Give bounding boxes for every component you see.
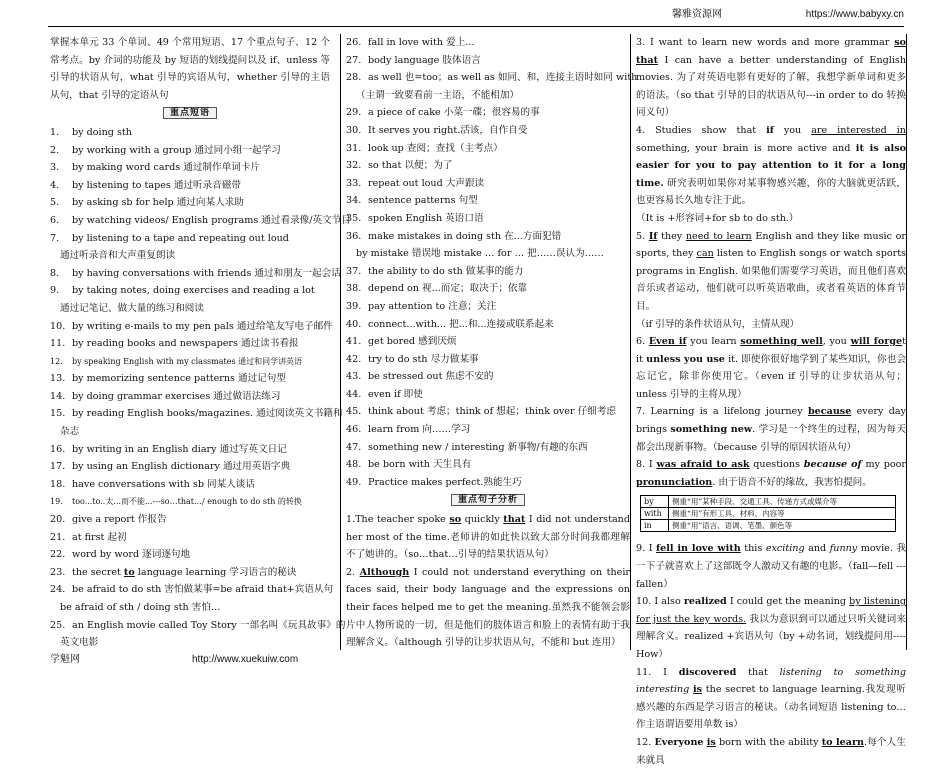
list-item-continuation: 英文电影 — [60, 637, 99, 649]
section-title-phrases: 重点短语 — [50, 105, 330, 123]
item-text: It serves you right.活该，自作自受 — [368, 124, 528, 136]
item-text: give a report 作报告 — [72, 514, 167, 526]
sentence-4: 4. Studies show that if you are interested in something, your brain is more active and it is also easier for you to pay attention to it for a long time. 研究表明如果你对某事物感兴趣，你的大脑就更活跃，也更容易长久地专注于此。 （It is +形容词+for sb to do sth.） — [636, 124, 906, 224]
item-number: 47. — [346, 441, 362, 453]
list-item — [346, 316, 630, 334]
item-text: even if 即使 — [368, 388, 423, 400]
item-text: by using an English dictionary 通过用英语字典 — [72, 461, 291, 473]
item-number: 48. — [346, 459, 362, 471]
item-text: body language 肢体语言 — [368, 54, 481, 66]
section-title-sentences: 重点句子分析 — [346, 492, 630, 510]
item-number: 42. — [346, 353, 362, 365]
sentence-9: 9. I fell in love with this exciting and funny movie. 我一下子就喜欢上了这部既令人激动又有趣的电影。（fall—fell ---fallen） — [636, 543, 906, 590]
list-item-continuation: （主谓一致要看前一主语，不能相加） — [356, 89, 520, 101]
item-text: by having conversations with friends 通过和朋友一起会话 — [72, 267, 341, 279]
item-number: 30. — [346, 124, 362, 136]
by-with-in-table — [640, 495, 896, 532]
list-item — [346, 104, 630, 122]
item-text: so that 以便；为了 — [368, 160, 453, 172]
list-item — [50, 282, 330, 300]
item-text: by speaking English with my classmates 通过和同学讲英语 — [72, 356, 303, 366]
item-text: by memorizing sentence patterns 通过记句型 — [72, 373, 286, 385]
item-number: 7. — [50, 232, 60, 244]
item-text: by writing e-mails to my pen pals 通过给笔友写电子邮件 — [72, 320, 333, 332]
list-item-continuation: 通过听录音和大声重复朗读 — [60, 250, 176, 262]
list-item — [50, 564, 330, 582]
list-item-continuation: 杂志 — [60, 426, 80, 438]
item-number: 15. — [50, 408, 66, 420]
item-number: 44. — [346, 388, 362, 400]
list-item — [50, 546, 330, 564]
list-item — [346, 192, 630, 210]
item-text: as well 也=too；as well as 如同、和，连接主语时如同 with — [368, 72, 638, 84]
item-number: 45. — [346, 406, 362, 418]
item-text: fall in love with 爱上... — [368, 37, 475, 48]
page-footer — [50, 651, 299, 669]
item-number: 4. — [50, 179, 60, 191]
item-text: by doing sth — [72, 126, 132, 138]
item-text: word by word 逐词逐句地 — [72, 549, 191, 561]
list-item — [50, 159, 330, 177]
item-number: 11. — [50, 338, 66, 350]
item-number: 16. — [50, 443, 66, 455]
list-item — [50, 124, 330, 142]
item-text: think about 考虑；think of 想起；think over 仔细考虑 — [368, 406, 616, 418]
item-text: by taking notes, doing exercises and reading a lot — [72, 285, 315, 297]
item-number: 19. — [50, 497, 63, 507]
item-number: 23. — [50, 566, 66, 578]
item-text: by making word cards 通过制作单词卡片 — [72, 162, 260, 174]
item-text: the secret to language learning 学习语言的秘诀 — [72, 566, 297, 578]
list-item — [50, 493, 330, 511]
list-item-continuation: by mistake 错误地 mistake … for … 把……误认为…… — [356, 248, 604, 260]
item-number: 21. — [50, 531, 66, 543]
list-item — [50, 177, 330, 195]
list-item — [346, 210, 630, 228]
item-text: by reading books and newspapers 通过读书看报 — [72, 338, 299, 350]
item-number: 2. — [50, 144, 60, 156]
list-item — [50, 142, 330, 160]
list-item — [50, 441, 330, 459]
list-item — [50, 581, 334, 599]
list-item — [346, 456, 630, 474]
item-number: 26. — [346, 37, 362, 48]
item-text: by working with a group 通过同小组一起学习 — [72, 144, 281, 156]
item-number: 39. — [346, 300, 362, 312]
table-row: in 侧重“用”语言、语调、笔墨、颜色等 — [641, 520, 896, 532]
sentence-6: 6. Even if you learn something well, you will forget it unless you use it. 即使你很好地学到了某些知识，你也会忘记它，除非你使用它。（even if 引导的让步状语从句；unless 引导的主将从现） — [636, 336, 906, 400]
item-text: by listening to a tape and repeating out loud — [72, 232, 289, 244]
item-number: 32. — [346, 160, 362, 172]
list-item — [346, 157, 630, 175]
item-text: the ability to do sth 做某事的能力 — [368, 265, 524, 277]
list-item — [50, 212, 351, 230]
item-number: 6. — [50, 214, 60, 226]
list-item — [346, 140, 630, 158]
list-item — [346, 298, 630, 316]
item-text: too...to..太...而不能...---so…that…/ enough to do sth 的转换 — [72, 497, 302, 507]
item-number: 27. — [346, 54, 362, 66]
sentence-5: 5. If they need to learn English and they like music or sports, they can listen to English songs or watch sports programs in English. 如果他们需要学习英语，而且他们喜欢音乐或者运动，他们就可以听英语歌曲，或者看英语的体育节目。 （if 引导的条件状语从句，主情从现） — [636, 230, 906, 330]
list-item — [346, 351, 630, 369]
header-rule — [48, 26, 904, 27]
item-text: be born with 天生具有 — [368, 459, 472, 471]
column-divider — [906, 34, 907, 650]
footer-url[interactable]: http://www.xuekuiw.com — [192, 654, 299, 666]
item-number: 3. — [50, 162, 60, 174]
table-row: with 侧重“用”有形工具、材料、内容等 — [641, 508, 896, 520]
list-item — [50, 476, 330, 494]
column-2 — [342, 34, 638, 650]
sentence-7: 7. Learning is a lifelong journey because every day brings something new. 学习是一个终生的过程，因为每天都会出现新事物。（because 引导的原因状语从句） — [636, 406, 907, 453]
item-text: by doing grammar exercises 通过做语法练习 — [72, 390, 281, 402]
sentence-2: 2. Although I could not understand everything on their faces said, their body language and the expressions on their faces helped me to get the meaning.虽然我不能领会影片中人物所说的一切，但是他们的肢体语言和脸上的表情有助于我理解含义。（although 引导的让步状语从句，不能和 but 连用） — [346, 566, 631, 649]
item-text: by asking sb for help 通过向某人求助 — [72, 197, 244, 209]
item-text: pay attention to 注意；关注 — [368, 300, 497, 312]
item-number: 28. — [346, 72, 362, 84]
intro-paragraph: 掌握本单元 33 个单词、49 个常用短语、17 个重点句子、12 个常考点。by 介词的功能及 by 短语的划线提问以及 if、unless 等引导的状语从句，what 引导的宾语从句，whether 引导的主语从句，that 引导的定语从句 — [50, 37, 330, 101]
list-item — [346, 263, 630, 281]
list-item — [346, 421, 630, 439]
item-text: make mistakes in doing sth 在...方面犯错 — [368, 230, 562, 242]
footer-site-name: 学魁网 — [50, 654, 80, 666]
item-number: 49. — [346, 476, 362, 488]
item-text: by reading English books/magazines. 通过阅读英文书籍和 — [72, 408, 343, 420]
list-item — [50, 370, 330, 388]
item-text: at first 起初 — [72, 531, 127, 543]
list-item — [50, 458, 330, 476]
item-number: 8. — [50, 267, 60, 279]
item-number: 17. — [50, 461, 66, 473]
item-text: connect...with... 把...和...连接或联系起来 — [368, 318, 554, 330]
list-item — [50, 405, 343, 423]
header-site-name: 馨雅资源网 — [672, 9, 722, 20]
item-text: look up 查阅；查找（主考点） — [368, 142, 503, 154]
list-item — [346, 69, 638, 87]
item-number: 24. — [50, 584, 66, 596]
list-item — [346, 34, 630, 52]
list-item — [346, 228, 630, 246]
item-number: 35. — [346, 212, 362, 224]
phrase-list — [346, 34, 638, 491]
item-number: 38. — [346, 283, 362, 295]
table-row: by 侧重“用”某种手段、交通工具、传递方式或媒介等 — [641, 496, 896, 508]
list-item — [346, 280, 630, 298]
list-item-continuation: 通过记笔记、做大量的练习和阅读 — [60, 302, 204, 314]
list-item — [346, 52, 630, 70]
item-text: an English movie called Toy Story 一部名叫《玩具故事》的 — [72, 619, 346, 631]
column-divider — [340, 34, 341, 650]
item-text: by writing in an English diary 通过写英文日记 — [72, 443, 287, 455]
item-number: 33. — [346, 177, 362, 189]
item-text: have conversations with sb 同某人谈话 — [72, 478, 255, 490]
sentence-11: 11. I discovered that listening to something interesting is the secret to language learning.我发现听感兴趣的东西是学习语言的秘诀。（动名词短语 listening to…作主语谓语要用单数 is） — [636, 666, 906, 731]
item-text: depend on 视...而定；取决于；依靠 — [368, 283, 528, 295]
item-text: be stressed out 焦虑不安的 — [368, 371, 494, 383]
list-item — [50, 353, 330, 371]
item-text: by listening to tapes 通过听录音磁带 — [72, 179, 242, 191]
list-item — [346, 439, 630, 457]
item-text: Practice makes perfect.熟能生巧 — [368, 476, 522, 488]
list-item — [50, 318, 333, 336]
list-item — [50, 230, 330, 248]
item-number: 18. — [50, 478, 66, 490]
item-number: 10. — [50, 320, 66, 332]
item-number: 12. — [50, 356, 63, 366]
item-number: 9. — [50, 285, 60, 297]
item-number: 25. — [50, 619, 66, 631]
page-header — [0, 2, 950, 28]
item-number: 5. — [50, 197, 60, 209]
header-url[interactable]: https://www.babyxy.cn — [805, 9, 904, 20]
sentence-1: 1.The teacher spoke so quickly that I did not understand her most of the time.老师讲的如此快以致大部分时间我都理解不了她讲的。（so…that…引导的结果状语从句） — [346, 514, 630, 561]
list-item — [50, 511, 330, 529]
item-number: 36. — [346, 230, 362, 242]
list-item — [346, 333, 630, 351]
item-number: 1. — [50, 126, 60, 138]
list-item — [50, 529, 330, 547]
item-number: 40. — [346, 318, 362, 330]
list-item — [346, 368, 630, 386]
phrase-list — [50, 124, 351, 652]
list-item — [50, 194, 330, 212]
item-text: something new / interesting 新事物/有趣的东西 — [368, 441, 588, 453]
list-item — [346, 175, 630, 193]
item-text: be afraid to do sth 害怕做某事=be afraid that+宾语从句 — [72, 584, 334, 596]
item-text: spoken English 英语口语 — [368, 212, 484, 224]
sentence-8: 8. I was afraid to ask questions because of my poor pronunciation. 由于语音不好的缘故，我害怕提问。 — [636, 459, 906, 488]
item-text: try to do sth 尽力做某事 — [368, 353, 479, 365]
list-item — [50, 617, 346, 635]
item-number: 22. — [50, 549, 66, 561]
list-item — [50, 388, 330, 406]
list-item — [346, 403, 630, 421]
item-number: 41. — [346, 336, 362, 348]
sentence-3: 3. I want to learn new words and more grammar so that I can have a better understanding of English movies. 为了对英语电影有更好的了解，我想学新单词和更多的语法。（so that 引导的目的状语从句---in order to do 转换同义句） — [636, 37, 906, 119]
item-number: 13. — [50, 373, 66, 385]
list-item — [346, 474, 630, 492]
item-number: 14. — [50, 390, 66, 402]
item-number: 20. — [50, 514, 66, 526]
column-1 — [50, 34, 351, 650]
list-item — [346, 386, 630, 404]
list-item — [50, 335, 330, 353]
item-text: sentence patterns 句型 — [368, 195, 478, 207]
item-text: learn from 向……学习 — [368, 424, 471, 436]
column-divider — [630, 34, 631, 650]
item-text: by watching videos/ English programs 通过看录像/英文节目 — [72, 214, 351, 226]
item-number: 46. — [346, 424, 362, 436]
list-item — [50, 265, 341, 283]
list-item — [346, 122, 630, 140]
item-text: get bored 感到厌烦 — [368, 336, 457, 348]
item-text: a piece of cake 小菜一碟；很容易的事 — [368, 107, 540, 119]
item-number: 31. — [346, 142, 362, 154]
column-3 — [632, 34, 907, 766]
item-number: 29. — [346, 107, 362, 119]
sentence-10: 10. I also realized I could get the meaning by listening for just the key words. 我以为意识到可以通过只听关键词来理解含义。realized +宾语从句（by +动名词，划线提问用----How） — [636, 596, 906, 660]
item-text: repeat out loud 大声跟读 — [368, 177, 485, 189]
item-number: 37. — [346, 265, 362, 277]
sentence-12: 12. Everyone is born with the ability to learn.每个人生来就具 — [636, 736, 906, 766]
item-number: 34. — [346, 195, 362, 207]
list-item-continuation: be afraid of sth / doing sth 害怕… — [60, 602, 221, 613]
item-number: 43. — [346, 371, 362, 383]
